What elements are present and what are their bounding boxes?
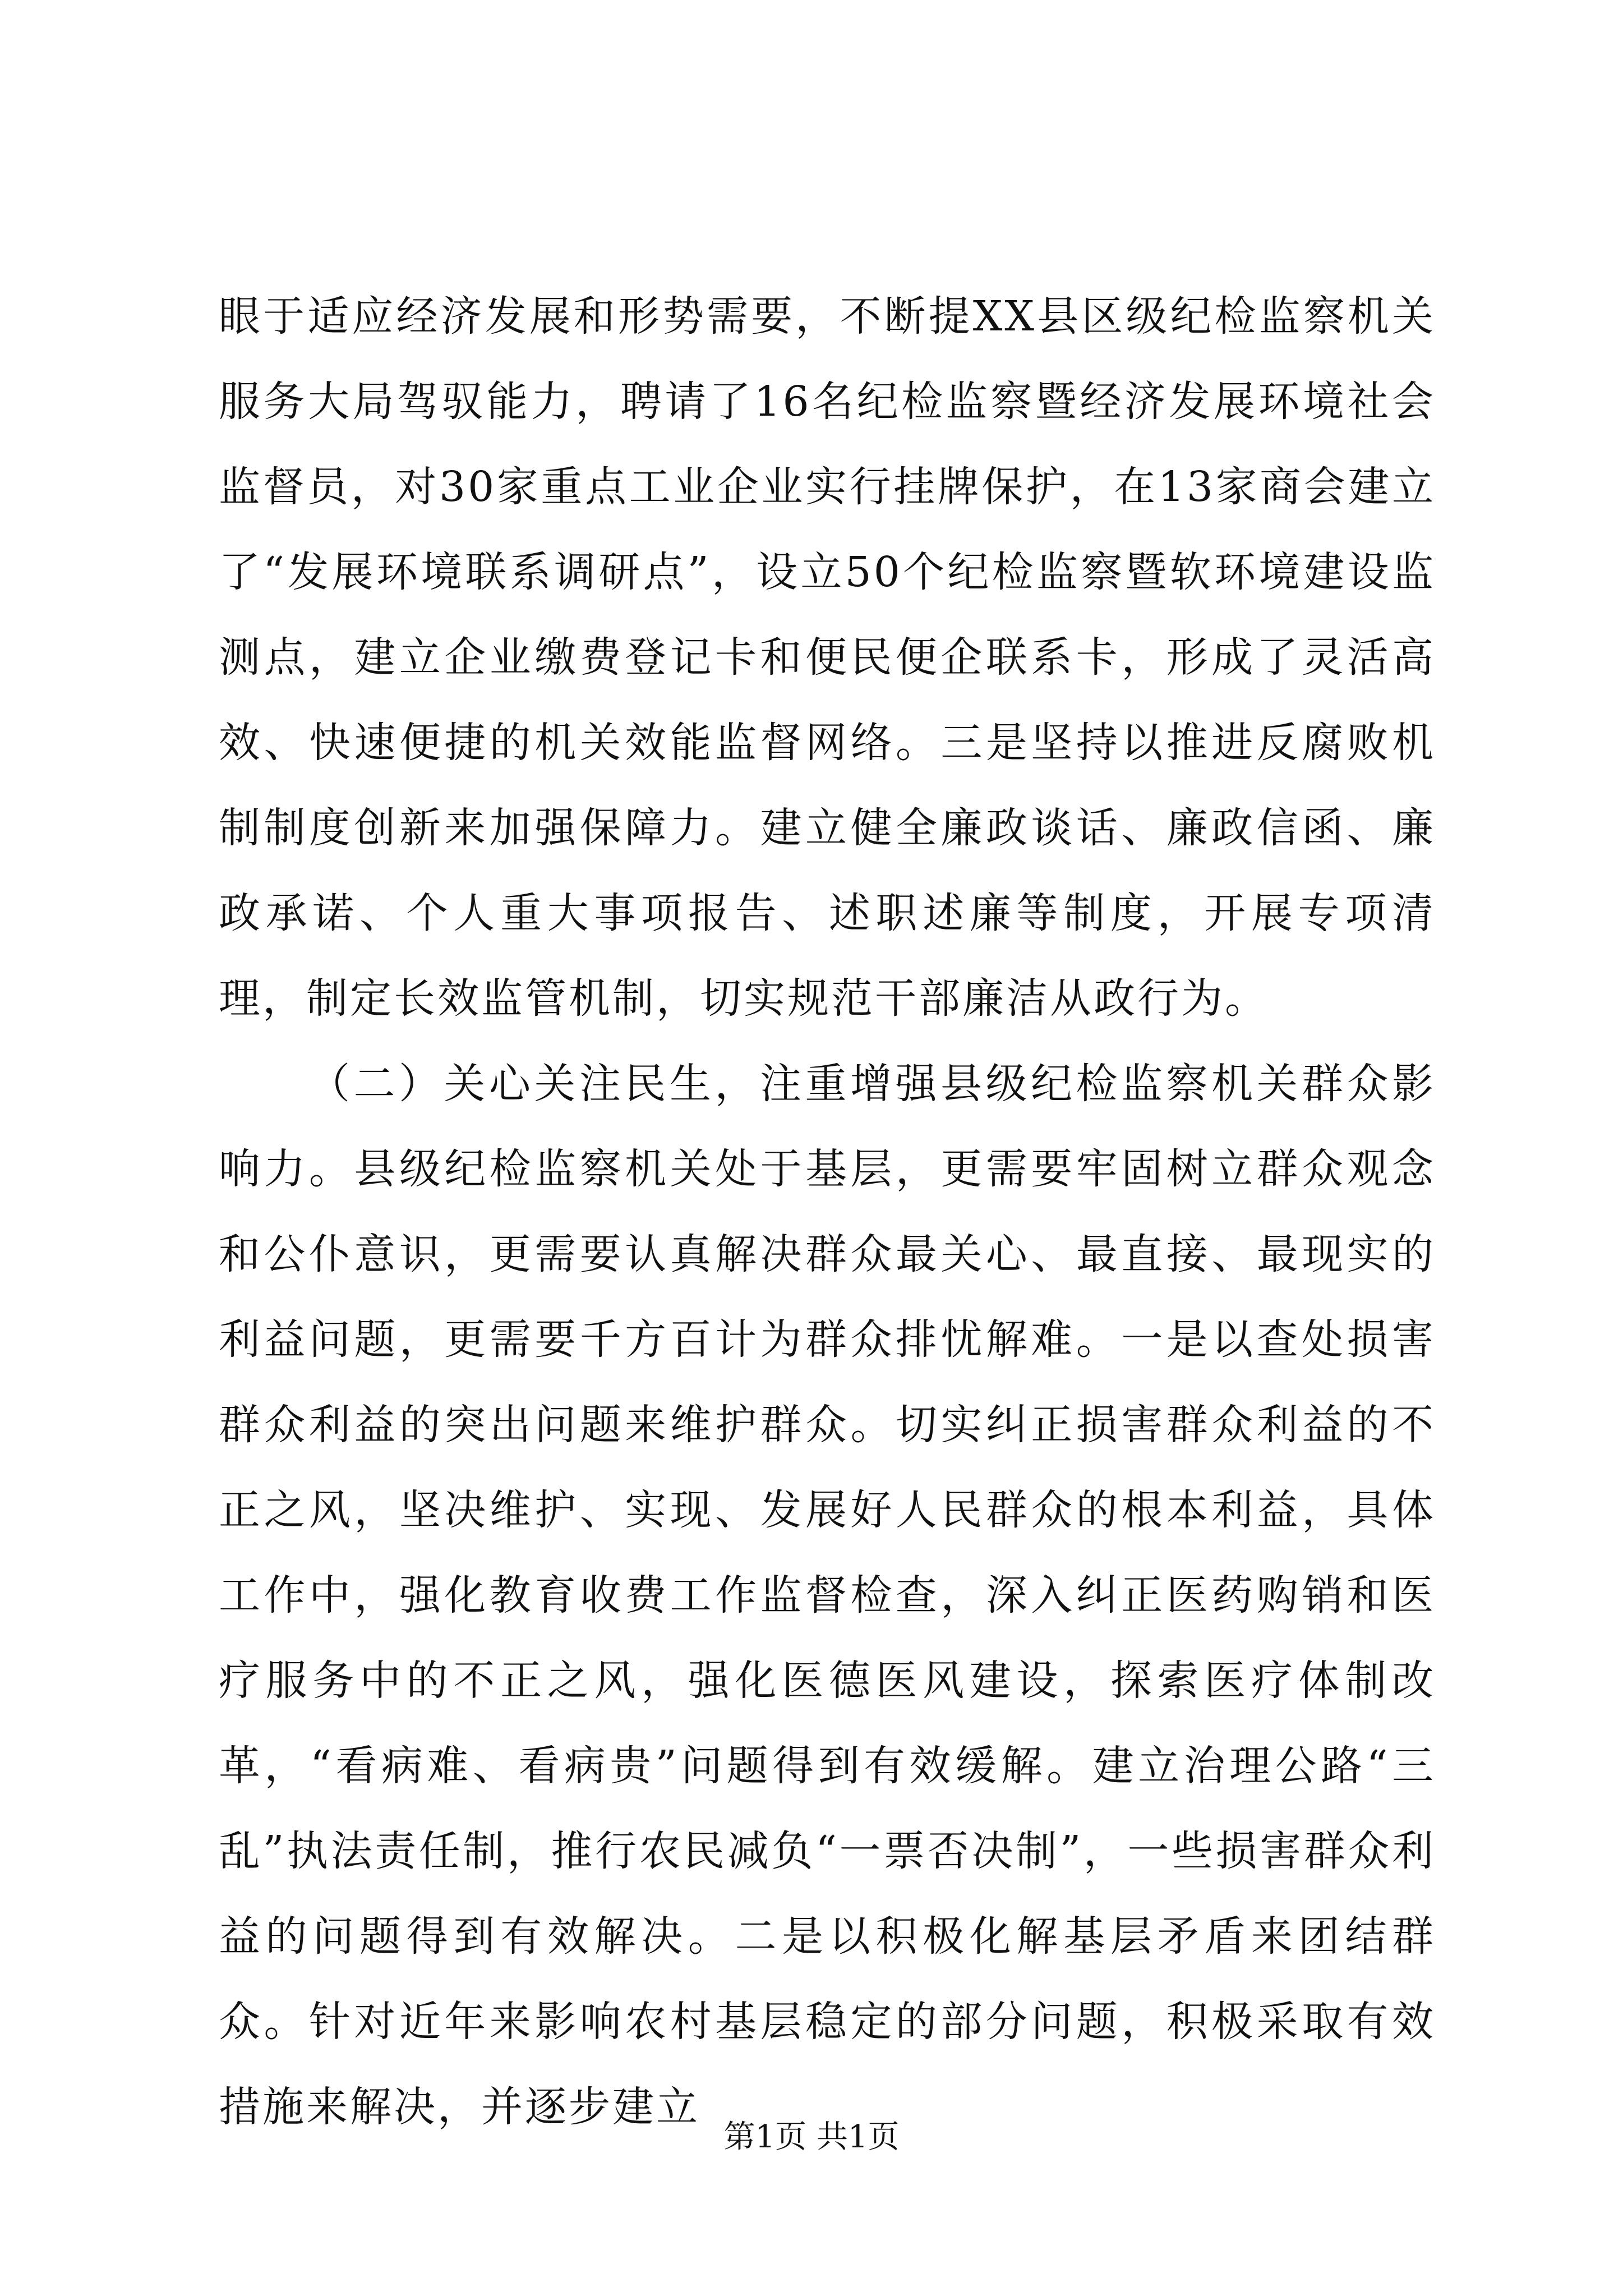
page-footer: 第1页 共1页 <box>723 2119 900 2155</box>
paragraph-1: 眼于适应经济发展和形势需要，不断提XX县区级纪检监察机关服务大局驾驭能力，聘请了16名纪检监察暨经济发展环境社会监督员，对30家重点工业企业实行挂牌保护，在13家商会建立了“发展环境联系调研点”，设立50个纪检监察暨软环境建设监测点，建立企业缴费登记卡和便民便企联系卡，形成了灵活高效、快速便捷的机关效能监督网络。三是坚持以推进反腐败机制制度创新来加强保障力。建立健全廉政谈话、廉政信函、廉政承诺、个人重大事项报告、述职述廉等制度，开展专项清理，制定长效监管机制，切实规范干部廉洁从政行为。 <box>219 292 1436 1023</box>
paragraph-2: （二）关心关注民生，注重增强县级纪检监察机关群众影响力。县级纪检监察机关处于基层，更需要牢固树立群众观念和公仆意识，更需要认真解决群众最关心、最直接、最现实的利益问题，更需要千方百计为群众排忧解难。一是以查处损害群众利益的突出问题来维护群众。切实纠正损害群众利益的不正之风，坚决维护、实现、发展好人民群众的根本利益，具体工作中，强化教育收费工作监督检查，深入纠正医药购销和医疗服务中的不正之风，强化医德医风建设，探索医疗体制改革，“看病难、看病贵”问题得到有效缓解。建立治理公路“三乱”执法责任制，推行农民减负“一票否决制”，一些损害群众利益的问题得到有效解决。二是以积极化解基层矛盾来团结群众。针对近年来影响农村基层稳定的部分问题，积极采取有效措施来解决，并逐步建立 <box>219 1060 1436 2131</box>
document-body <box>219 274 1436 2150</box>
